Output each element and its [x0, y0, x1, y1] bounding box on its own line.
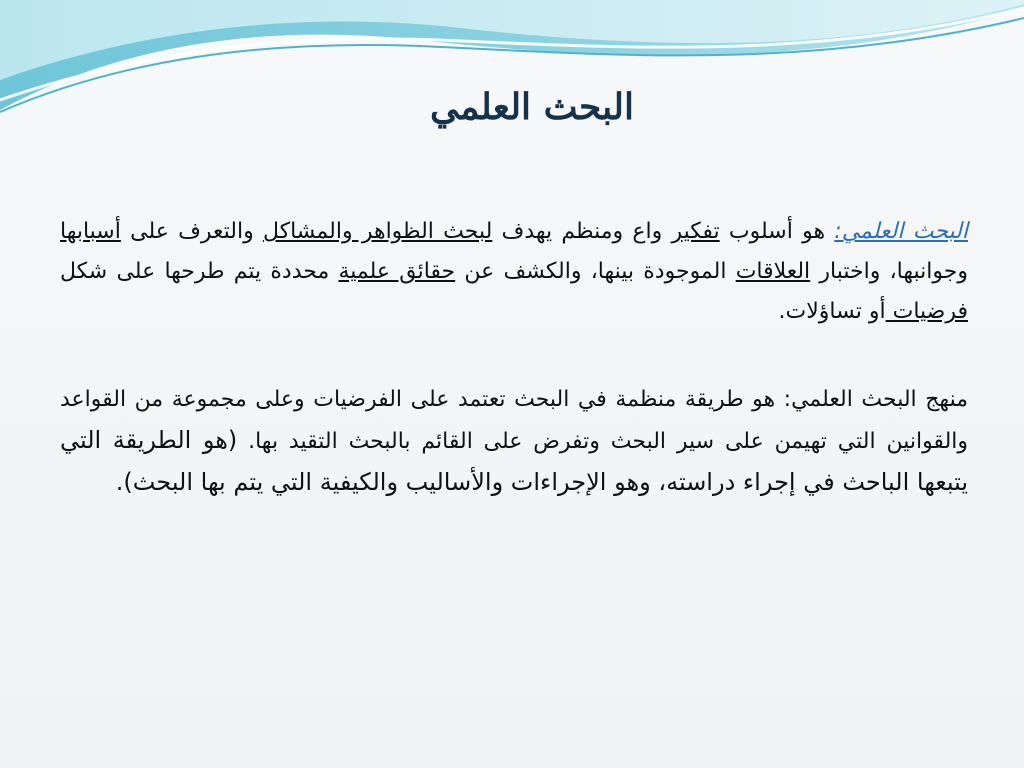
term-label: البحث العلمي:: [834, 219, 968, 244]
quoted-definition: (هو الطريقة التي يتبعها الباحث في إجراء دراسته، وهو الإجراءات والأساليب والكيفية التي يتم بها البحث).: [60, 426, 968, 496]
page-title: البحث العلمي: [429, 86, 635, 128]
research-definition-paragraph: البحث العلمي: هو أسلوب تفكير واع ومنظم يهدف لبحث الظواهر والمشاكل والتعرف على أسبابها وجوانبها، واختبار العلاقات الموجودة بينها، والكشف عن حقائق علمية محددة يتم طرحها على شكل فرضيات أو تساؤلات.: [60, 219, 968, 324]
methodology-definition-paragraph: منهج البحث العلمي: هو طريقة منظمة في البحث تعتمد على الفرضيات وعلى مجموعة من القواعد والقوانين التي تهيمن على سير البحث وتفرض على القائم بالبحث التقيد بها. (هو الطريقة التي يتبعها الباحث في إجراء دراسته، وهو الإجراءات والأساليب والكيفية التي يتم بها البحث).: [60, 387, 969, 496]
slide-content: [60, 212, 968, 504]
